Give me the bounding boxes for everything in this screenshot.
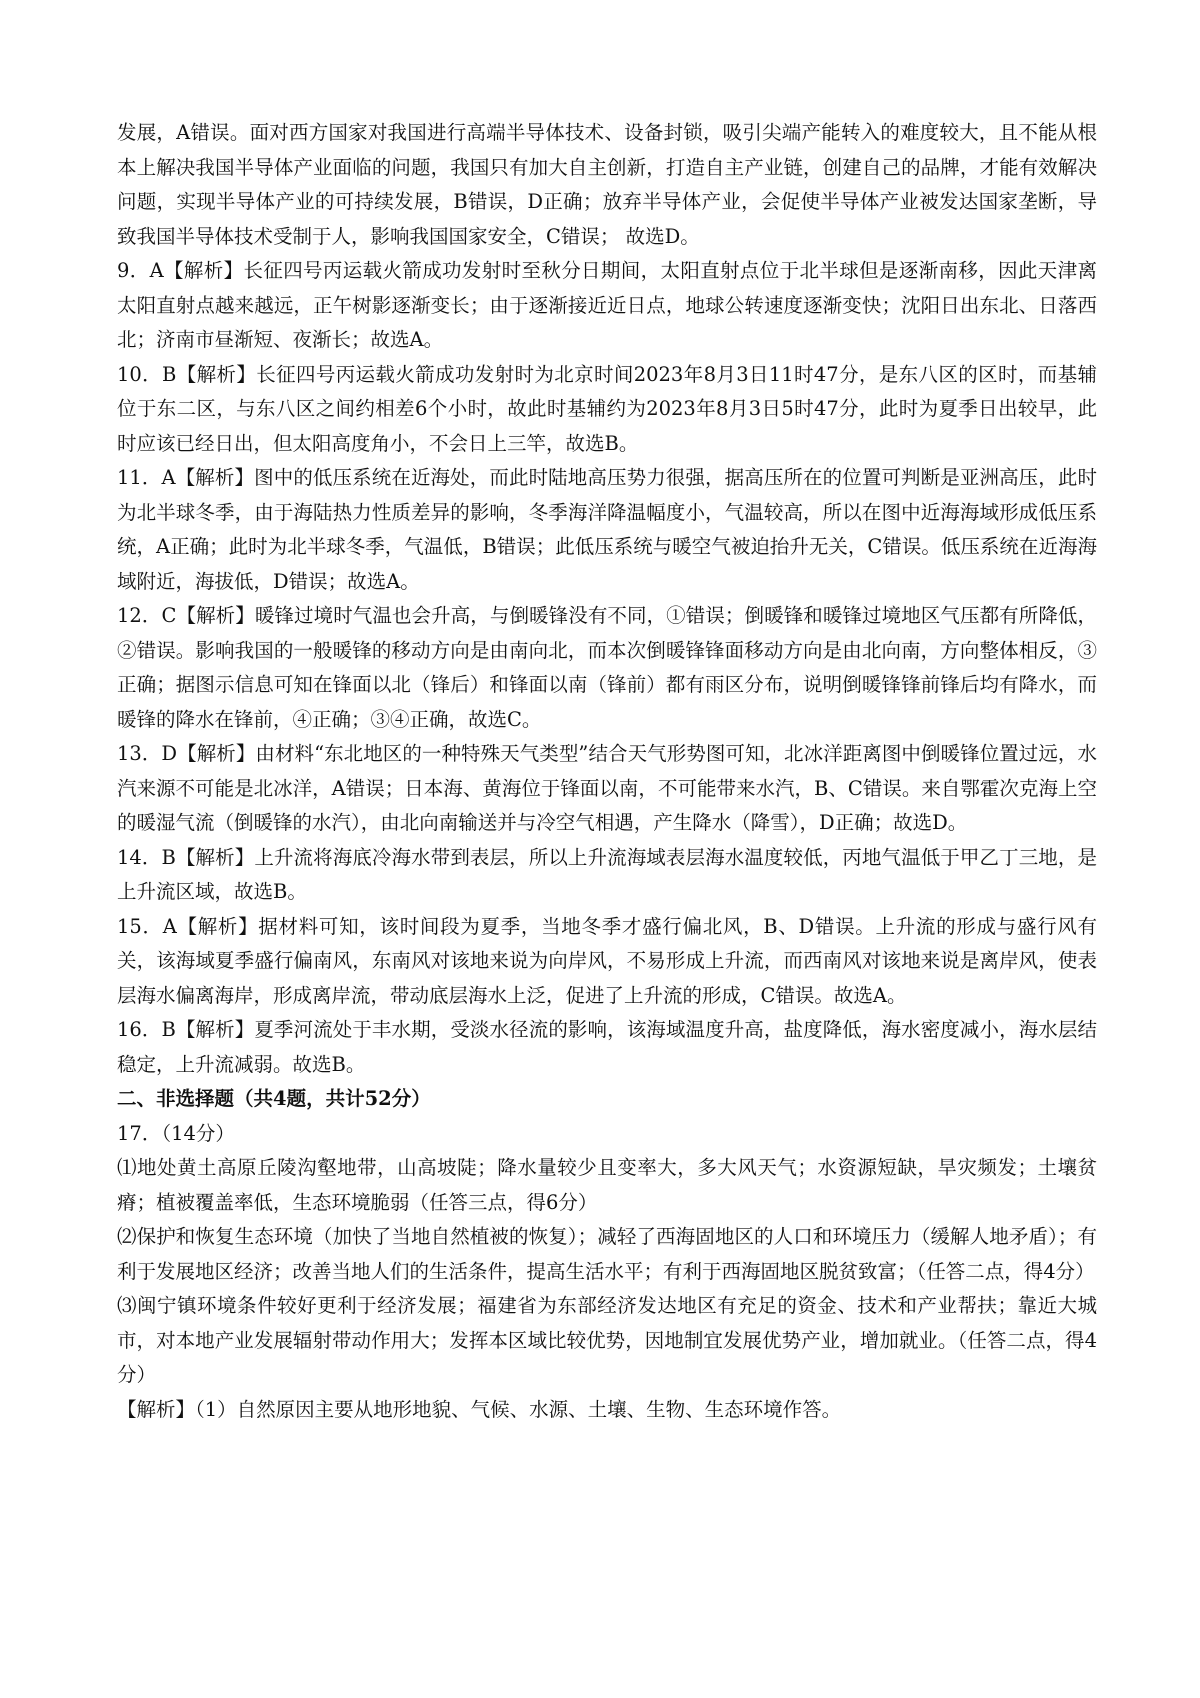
- document-page: [117, 116, 1097, 1427]
- question-17-answer-2: ⑵保护和恢复生态环境（加快了当地自然植被的恢复）；减轻了西海固地区的人口和环境压力（缓解人地矛盾）；有利于发展地区经济；改善当地人们的生活条件，提高生活水平；有利于西海固地区脱贫致富；（任答二点，得4分）: [117, 1225, 1097, 1283]
- answer-paragraph-15: 15．A【解析】据材料可知，该时间段为夏季，当地冬季才盛行偏北风，B、D错误。上升流的形成与盛行风有关，该海域夏季盛行偏南风，东南风对该地来说为向岸风，不易形成上升流，而西南风对该地来说是离岸风，使表层海水偏离海岸，形成离岸流，带动底层海水上泛，促进了上升流的形成，C错误。故选A。: [117, 914, 1097, 1007]
- answer-paragraph-14: 14．B【解析】上升流将海底冷海水带到表层，所以上升流海域表层海水温度较低，丙地气温低于甲乙丁三地，是上升流区域，故选B。: [117, 845, 1097, 903]
- answer-paragraph-8-continued: 发展，A错误。面对西方国家对我国进行高端半导体技术、设备封锁，吸引尖端产能转入的难度较大，且不能从根本上解决我国半导体产业面临的问题，我国只有加大自主创新，打造自主产业链，创建自己的品牌，才能有效解决问题，实现半导体产业的可持续发展，B错误，D正确；放弃半导体产业，会促使半导体产业被发达国家垄断，导致我国半导体技术受制于人，影响我国国家安全，C错误； 故选D。: [117, 121, 1097, 248]
- answer-paragraph-10: 10．B【解析】长征四号丙运载火箭成功发射时为北京时间2023年8月3日11时47分，是东八区的区时，而基辅位于东二区，与东八区之间约相差6个小时，故此时基辅约为2023年8月3日5时47分，此时为夏季日出较早，此时应该已经日出，但太阳高度角小，不会日上三竿，故选B。: [117, 362, 1097, 455]
- answer-paragraph-9: 9．A【解析】长征四号丙运载火箭成功发射时至秋分日期间，太阳直射点位于北半球但是逐渐南移，因此天津离太阳直射点越来越远，正午树影逐渐变长；由于逐渐接近近日点，地球公转速度逐渐变快；沈阳日出东北、日落西北；济南市昼渐短、夜渐长；故选A。: [117, 259, 1097, 351]
- question-17-answer-3: ⑶闽宁镇环境条件较好更利于经济发展；福建省为东部经济发达地区有充足的资金、技术和产业帮扶；靠近大城市，对本地产业发展辐射带动作用大；发挥本区域比较优势，因地制宜发展优势产业，增加就业。（任答二点，得4分）: [117, 1294, 1097, 1386]
- answer-paragraph-11: 11．A【解析】图中的低压系统在近海处，而此时陆地高压势力很强，据高压所在的位置可判断是亚洲高压，此时为北半球冬季，由于海陆热力性质差异的影响，冬季海洋降温幅度小，气温较高，所以在图中近海海域形成低压系统，A正确；此时为北半球冬季，气温低，B错误；此低压系统与暖空气被迫抬升无关，C错误。低压系统在近海海域附近，海拔低，D错误；故选A。: [117, 466, 1097, 593]
- question-17-analysis: 【解析】（1）自然原因主要从地形地貌、气候、水源、土壤、生物、生态环境作答。: [117, 1397, 842, 1421]
- section-heading: 二、非选择题（共4题，共计52分）: [117, 1087, 431, 1110]
- answer-paragraph-13: 13．D【解析】由材料“东北地区的一种特殊天气类型”结合天气形势图可知，北冰洋距离图中倒暖锋位置过远，水汽来源不可能是北冰洋，A错误；日本海、黄海位于锋面以南，不可能带来水汽，B、C错误。来自鄂霍次克海上空的暖湿气流（倒暖锋的水汽），由北向南输送并与冷空气相遇，产生降水（降雪），D正确；故选D。: [117, 742, 1097, 834]
- answer-paragraph-12: 12．C【解析】暖锋过境时气温也会升高，与倒暖锋没有不同，①错误；倒暖锋和暖锋过境地区气压都有所降低，②错误。影响我国的一般暖锋的移动方向是由南向北，而本次倒暖锋锋面移动方向是由北向南，方向整体相反，③正确；据图示信息可知在锋面以北（锋后）和锋面以南（锋前）都有雨区分布，说明倒暖锋锋前锋后均有降水，而暖锋的降水在锋前，④正确；③④正确，故选C。: [117, 604, 1097, 731]
- question-17-title: 17．（14分）: [117, 1121, 235, 1145]
- answer-paragraph-16: 16．B【解析】夏季河流处于丰水期，受淡水径流的影响，该海域温度升高，盐度降低，海水密度减小，海水层结稳定，上升流减弱。故选B。: [117, 1018, 1097, 1076]
- question-17-answer-1: ⑴地处黄土高原丘陵沟壑地带，山高坡陡；降水量较少且变率大，多大风天气；水资源短缺，旱灾频发；土壤贫瘠；植被覆盖率低，生态环境脆弱（任答三点，得6分）: [117, 1156, 1097, 1214]
